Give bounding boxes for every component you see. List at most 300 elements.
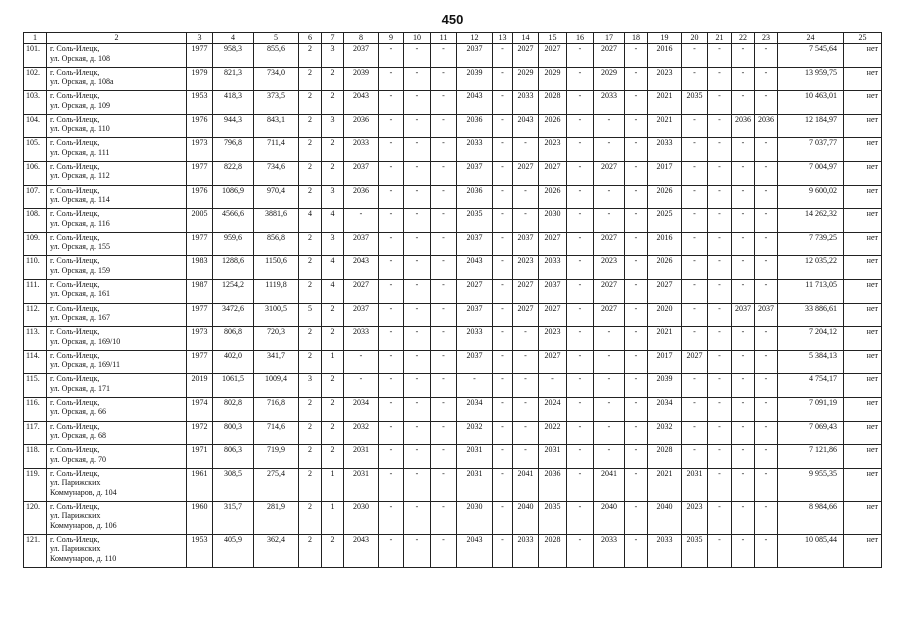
- column-header-22: 22: [732, 33, 755, 44]
- cell-col-8: 2036: [344, 114, 379, 138]
- cell-col-7: 1: [322, 501, 344, 534]
- cell-col-16: -: [567, 501, 594, 534]
- cell-col-18: -: [625, 161, 648, 185]
- cell-col-9: -: [379, 67, 404, 91]
- cell-col-10: -: [404, 468, 431, 501]
- address-line: ул. Орская, д. 68: [50, 431, 107, 440]
- cell-col-22: -: [732, 397, 755, 421]
- table-row: [24, 534, 882, 567]
- address-line: г. Соль-Илецк,: [50, 279, 100, 289]
- cell-col-6: 2: [299, 161, 322, 185]
- cell-col-25: нет: [844, 161, 882, 185]
- cell-col-8: 2037: [344, 161, 379, 185]
- cell-col-24: 7 739,25: [778, 232, 844, 256]
- cell-col-8: 2033: [344, 138, 379, 162]
- cell-col-17: 2041: [594, 468, 625, 501]
- cell-col-11: -: [431, 468, 457, 501]
- cell-col-13: -: [493, 91, 513, 115]
- cell-col-24: 4 754,17: [778, 374, 844, 398]
- cell-col-16: -: [567, 161, 594, 185]
- cell-col-21: -: [708, 138, 732, 162]
- cell-col-11: -: [431, 421, 457, 445]
- cell-col-11: -: [431, 138, 457, 162]
- cell-col-3: 2019: [187, 374, 213, 398]
- table-row: [24, 303, 882, 327]
- cell-col-7: 2: [322, 397, 344, 421]
- cell-col-4: 1061,5: [213, 374, 254, 398]
- cell-col-9: -: [379, 138, 404, 162]
- cell-col-21: -: [708, 397, 732, 421]
- address-line: ул. Орская, д. 70: [50, 454, 107, 464]
- cell-col-14: -: [513, 209, 539, 233]
- address-line: г. Соль-Илецк,: [50, 397, 100, 407]
- address-cell: [47, 501, 187, 534]
- cell-col-24: 7 091,19: [778, 397, 844, 421]
- cell-col-10: -: [404, 138, 431, 162]
- cell-col-22: -: [732, 501, 755, 534]
- cell-col-23: -: [755, 421, 778, 445]
- cell-col-14: -: [513, 445, 539, 469]
- address-line: ул. Орская, д. 161: [50, 289, 111, 299]
- cell-col-7: 2: [322, 374, 344, 398]
- table-body: [24, 33, 882, 568]
- address-line: г. Соль-Илецк,: [50, 303, 100, 313]
- cell-col-13: -: [493, 445, 513, 469]
- cell-col-25: нет: [844, 468, 882, 501]
- cell-col-5: 970,4: [254, 185, 299, 209]
- cell-col-13: -: [493, 209, 513, 233]
- cell-col-10: -: [404, 161, 431, 185]
- cell-col-3: 1972: [187, 421, 213, 445]
- address-cell: [47, 44, 187, 68]
- cell-col-20: 2035: [682, 534, 708, 567]
- cell-col-6: 2: [299, 327, 322, 351]
- cell-col-19: 2028: [648, 445, 682, 469]
- cell-col-19: 2021: [648, 468, 682, 501]
- cell-col-16: -: [567, 445, 594, 469]
- cell-col-3: 1961: [187, 468, 213, 501]
- table-row: [24, 350, 882, 374]
- cell-col-23: -: [755, 67, 778, 91]
- cell-col-23: -: [755, 44, 778, 68]
- cell-col-23: -: [755, 445, 778, 469]
- cell-col-14: 2029: [513, 67, 539, 91]
- cell-col-11: -: [431, 350, 457, 374]
- cell-col-22: -: [732, 279, 755, 303]
- cell-col-25: нет: [844, 350, 882, 374]
- cell-col-15: 2024: [539, 397, 567, 421]
- cell-col-3: 1974: [187, 397, 213, 421]
- cell-col-15: 2023: [539, 327, 567, 351]
- address-cell: [47, 185, 187, 209]
- cell-col-15: 2031: [539, 445, 567, 469]
- column-header-2: 2: [47, 33, 187, 44]
- cell-col-7: 2: [322, 445, 344, 469]
- cell-col-9: -: [379, 256, 404, 280]
- cell-col-20: 2027: [682, 350, 708, 374]
- cell-col-19: 2017: [648, 161, 682, 185]
- cell-col-21: -: [708, 185, 732, 209]
- cell-col-7: 1: [322, 468, 344, 501]
- address-line: г. Соль-Илецк,: [50, 44, 100, 53]
- cell-col-24: 12 035,22: [778, 256, 844, 280]
- cell-col-21: -: [708, 114, 732, 138]
- cell-col-19: 2025: [648, 209, 682, 233]
- cell-col-17: -: [594, 185, 625, 209]
- address-cell: [47, 445, 187, 469]
- cell-col-23: -: [755, 209, 778, 233]
- cell-col-6: 2: [299, 397, 322, 421]
- cell-col-3: 1953: [187, 534, 213, 567]
- cell-col-12: 2036: [457, 114, 493, 138]
- cell-col-19: 2026: [648, 185, 682, 209]
- cell-col-4: 806,3: [213, 445, 254, 469]
- cell-col-25: нет: [844, 209, 882, 233]
- cell-col-12: 2031: [457, 468, 493, 501]
- address-line: ул. Орская, д. 114: [50, 195, 110, 205]
- cell-col-6: 2: [299, 445, 322, 469]
- cell-col-19: 2021: [648, 114, 682, 138]
- cell-col-12: 2043: [457, 91, 493, 115]
- row-number: 109.: [24, 232, 47, 256]
- cell-col-13: -: [493, 185, 513, 209]
- cell-col-13: -: [493, 67, 513, 91]
- column-header-9: 9: [379, 33, 404, 44]
- table-row: [24, 232, 882, 256]
- cell-col-22: 2036: [732, 114, 755, 138]
- cell-col-5: 734,6: [254, 161, 299, 185]
- table-row: [24, 185, 882, 209]
- cell-col-25: нет: [844, 91, 882, 115]
- cell-col-11: -: [431, 445, 457, 469]
- cell-col-17: -: [594, 209, 625, 233]
- cell-col-8: 2031: [344, 468, 379, 501]
- cell-col-15: -: [539, 374, 567, 398]
- cell-col-9: -: [379, 421, 404, 445]
- cell-col-7: 3: [322, 114, 344, 138]
- column-header-18: 18: [625, 33, 648, 44]
- address-line: г. Соль-Илецк,: [50, 421, 100, 431]
- cell-col-11: -: [431, 374, 457, 398]
- cell-col-10: -: [404, 256, 431, 280]
- address-cell: [47, 161, 187, 185]
- cell-col-16: -: [567, 421, 594, 445]
- cell-col-6: 2: [299, 468, 322, 501]
- column-header-17: 17: [594, 33, 625, 44]
- cell-col-17: -: [594, 138, 625, 162]
- cell-col-25: нет: [844, 303, 882, 327]
- cell-col-22: -: [732, 468, 755, 501]
- cell-col-16: -: [567, 256, 594, 280]
- address-line: г. Соль-Илецк,: [50, 91, 100, 101]
- cell-col-14: -: [513, 138, 539, 162]
- cell-col-7: 2: [322, 67, 344, 91]
- cell-col-14: -: [513, 374, 539, 398]
- address-line: г. Соль-Илецк,: [50, 161, 100, 171]
- cell-col-9: -: [379, 468, 404, 501]
- cell-col-17: 2027: [594, 44, 625, 68]
- cell-col-7: 4: [322, 279, 344, 303]
- cell-col-23: -: [755, 279, 778, 303]
- cell-col-8: 2031: [344, 445, 379, 469]
- cell-col-3: 1983: [187, 256, 213, 280]
- cell-col-5: 362,4: [254, 534, 299, 567]
- row-number: 107.: [24, 185, 47, 209]
- cell-col-4: 958,3: [213, 44, 254, 68]
- cell-col-24: 10 463,01: [778, 91, 844, 115]
- address-cell: [47, 421, 187, 445]
- cell-col-14: -: [513, 185, 539, 209]
- cell-col-25: нет: [844, 114, 882, 138]
- cell-col-20: -: [682, 279, 708, 303]
- cell-col-21: -: [708, 350, 732, 374]
- cell-col-4: 3472,6: [213, 303, 254, 327]
- cell-col-18: -: [625, 303, 648, 327]
- cell-col-21: -: [708, 161, 732, 185]
- cell-col-12: 2037: [457, 350, 493, 374]
- address-line: г. Соль-Илецк,: [50, 114, 100, 124]
- cell-col-21: -: [708, 501, 732, 534]
- cell-col-8: 2043: [344, 256, 379, 280]
- address-line: ул. Орская, д. 112: [50, 171, 110, 181]
- cell-col-18: -: [625, 468, 648, 501]
- address-line: ул. Орская, д. 66: [50, 407, 107, 417]
- cell-col-3: 1973: [187, 327, 213, 351]
- cell-col-10: -: [404, 44, 431, 68]
- cell-col-12: -: [457, 374, 493, 398]
- cell-col-6: 5: [299, 303, 322, 327]
- address-line: Коммунаров, д. 110: [50, 553, 117, 563]
- row-number: 118.: [24, 445, 47, 469]
- address-line: г. Соль-Илецк,: [50, 256, 100, 266]
- table-row: [24, 67, 882, 91]
- cell-col-24: 33 886,61: [778, 303, 844, 327]
- cell-col-12: 2043: [457, 534, 493, 567]
- cell-col-23: -: [755, 397, 778, 421]
- cell-col-4: 822,8: [213, 161, 254, 185]
- cell-col-18: -: [625, 445, 648, 469]
- cell-col-5: 720,3: [254, 327, 299, 351]
- cell-col-8: -: [344, 350, 379, 374]
- cell-col-17: -: [594, 374, 625, 398]
- cell-col-5: 714,6: [254, 421, 299, 445]
- cell-col-17: 2023: [594, 256, 625, 280]
- cell-col-25: нет: [844, 501, 882, 534]
- cell-col-12: 2037: [457, 161, 493, 185]
- address-cell: [47, 534, 187, 567]
- column-header-24: 24: [778, 33, 844, 44]
- cell-col-23: -: [755, 534, 778, 567]
- address-line: ул. Орская, д. 108а: [50, 77, 114, 87]
- cell-col-14: -: [513, 397, 539, 421]
- cell-col-8: 2043: [344, 534, 379, 567]
- cell-col-21: -: [708, 91, 732, 115]
- cell-col-16: -: [567, 397, 594, 421]
- cell-col-5: 716,8: [254, 397, 299, 421]
- cell-col-9: -: [379, 114, 404, 138]
- cell-col-24: 12 184,97: [778, 114, 844, 138]
- cell-col-7: 1: [322, 350, 344, 374]
- cell-col-7: 3: [322, 232, 344, 256]
- row-number: 120.: [24, 501, 47, 534]
- address-line: г. Соль-Илецк,: [50, 232, 100, 242]
- cell-col-12: 2037: [457, 232, 493, 256]
- cell-col-4: 796,8: [213, 138, 254, 162]
- address-line: ул. Орская, д. 171: [50, 383, 111, 393]
- cell-col-13: -: [493, 44, 513, 68]
- cell-col-17: 2040: [594, 501, 625, 534]
- cell-col-25: нет: [844, 138, 882, 162]
- cell-col-4: 806,8: [213, 327, 254, 351]
- cell-col-5: 275,4: [254, 468, 299, 501]
- cell-col-8: 2037: [344, 44, 379, 68]
- cell-col-11: -: [431, 91, 457, 115]
- row-number: 102.: [24, 67, 47, 91]
- cell-col-13: -: [493, 232, 513, 256]
- address-line: ул. Парижских: [50, 478, 101, 488]
- cell-col-10: -: [404, 421, 431, 445]
- cell-col-16: -: [567, 468, 594, 501]
- cell-col-12: 2030: [457, 501, 493, 534]
- cell-col-13: -: [493, 501, 513, 534]
- cell-col-21: -: [708, 534, 732, 567]
- cell-col-15: 2036: [539, 468, 567, 501]
- cell-col-14: -: [513, 350, 539, 374]
- cell-col-24: 13 959,75: [778, 67, 844, 91]
- cell-col-22: -: [732, 327, 755, 351]
- cell-col-3: 1973: [187, 138, 213, 162]
- cell-col-12: 2037: [457, 303, 493, 327]
- cell-col-20: -: [682, 185, 708, 209]
- cell-col-5: 843,1: [254, 114, 299, 138]
- cell-col-20: -: [682, 256, 708, 280]
- cell-col-9: -: [379, 279, 404, 303]
- cell-col-9: -: [379, 374, 404, 398]
- cell-col-10: -: [404, 350, 431, 374]
- cell-col-18: -: [625, 501, 648, 534]
- column-header-20: 20: [682, 33, 708, 44]
- cell-col-10: -: [404, 232, 431, 256]
- cell-col-15: 2022: [539, 421, 567, 445]
- cell-col-15: 2037: [539, 279, 567, 303]
- cell-col-23: -: [755, 256, 778, 280]
- cell-col-22: -: [732, 534, 755, 567]
- cell-col-10: -: [404, 397, 431, 421]
- cell-col-16: -: [567, 67, 594, 91]
- cell-col-22: 2037: [732, 303, 755, 327]
- cell-col-10: -: [404, 185, 431, 209]
- cell-col-19: 2023: [648, 67, 682, 91]
- cell-col-20: -: [682, 161, 708, 185]
- cell-col-11: -: [431, 114, 457, 138]
- cell-col-20: -: [682, 327, 708, 351]
- table-row: [24, 138, 882, 162]
- cell-col-23: -: [755, 161, 778, 185]
- cell-col-6: 2: [299, 232, 322, 256]
- cell-col-23: -: [755, 138, 778, 162]
- cell-col-8: 2027: [344, 279, 379, 303]
- cell-col-15: 2033: [539, 256, 567, 280]
- cell-col-23: -: [755, 374, 778, 398]
- cell-col-15: 2029: [539, 67, 567, 91]
- table-row: [24, 374, 882, 398]
- cell-col-18: -: [625, 397, 648, 421]
- cell-col-3: 1953: [187, 91, 213, 115]
- cell-col-16: -: [567, 303, 594, 327]
- cell-col-20: -: [682, 138, 708, 162]
- cell-col-19: 2034: [648, 397, 682, 421]
- address-line: ул. Орская, д. 109: [50, 100, 111, 110]
- cell-col-18: -: [625, 350, 648, 374]
- cell-col-14: 2023: [513, 256, 539, 280]
- cell-col-12: 2039: [457, 67, 493, 91]
- column-header-21: 21: [708, 33, 732, 44]
- column-header-13: 13: [493, 33, 513, 44]
- cell-col-4: 800,3: [213, 421, 254, 445]
- cell-col-17: 2027: [594, 279, 625, 303]
- cell-col-3: 1987: [187, 279, 213, 303]
- address-line: ул. Орская, д. 116: [50, 218, 110, 228]
- cell-col-3: 1976: [187, 185, 213, 209]
- cell-col-10: -: [404, 303, 431, 327]
- cell-col-13: -: [493, 350, 513, 374]
- cell-col-19: 2032: [648, 421, 682, 445]
- cell-col-7: 2: [322, 327, 344, 351]
- cell-col-25: нет: [844, 67, 882, 91]
- cell-col-13: -: [493, 327, 513, 351]
- cell-col-14: 2033: [513, 91, 539, 115]
- cell-col-6: 2: [299, 185, 322, 209]
- address-line: ул. Орская, д. 167: [50, 313, 111, 323]
- cell-col-18: -: [625, 279, 648, 303]
- cell-col-10: -: [404, 534, 431, 567]
- cell-col-13: -: [493, 279, 513, 303]
- column-header-1: 1: [24, 33, 47, 44]
- cell-col-15: 2027: [539, 161, 567, 185]
- cell-col-20: -: [682, 397, 708, 421]
- cell-col-9: -: [379, 91, 404, 115]
- address-cell: [47, 67, 187, 91]
- cell-col-16: -: [567, 374, 594, 398]
- cell-col-18: -: [625, 185, 648, 209]
- cell-col-14: 2027: [513, 161, 539, 185]
- cell-col-19: 2039: [648, 374, 682, 398]
- cell-col-22: -: [732, 232, 755, 256]
- cell-col-6: 3: [299, 374, 322, 398]
- column-header-15: 15: [539, 33, 567, 44]
- cell-col-10: -: [404, 374, 431, 398]
- cell-col-5: 1119,8: [254, 279, 299, 303]
- address-line: ул. Орская, д. 159: [50, 265, 111, 275]
- cell-col-25: нет: [844, 327, 882, 351]
- cell-col-15: 2026: [539, 114, 567, 138]
- cell-col-16: -: [567, 232, 594, 256]
- cell-col-22: -: [732, 44, 755, 68]
- cell-col-23: -: [755, 468, 778, 501]
- cell-col-10: -: [404, 279, 431, 303]
- cell-col-8: 2032: [344, 421, 379, 445]
- cell-col-5: 341,7: [254, 350, 299, 374]
- cell-col-8: 2039: [344, 67, 379, 91]
- cell-col-9: -: [379, 350, 404, 374]
- cell-col-17: 2033: [594, 91, 625, 115]
- cell-col-20: 2035: [682, 91, 708, 115]
- table-row: [24, 91, 882, 115]
- table-row: [24, 397, 882, 421]
- cell-col-9: -: [379, 303, 404, 327]
- address-cell: [47, 91, 187, 115]
- column-header-8: 8: [344, 33, 379, 44]
